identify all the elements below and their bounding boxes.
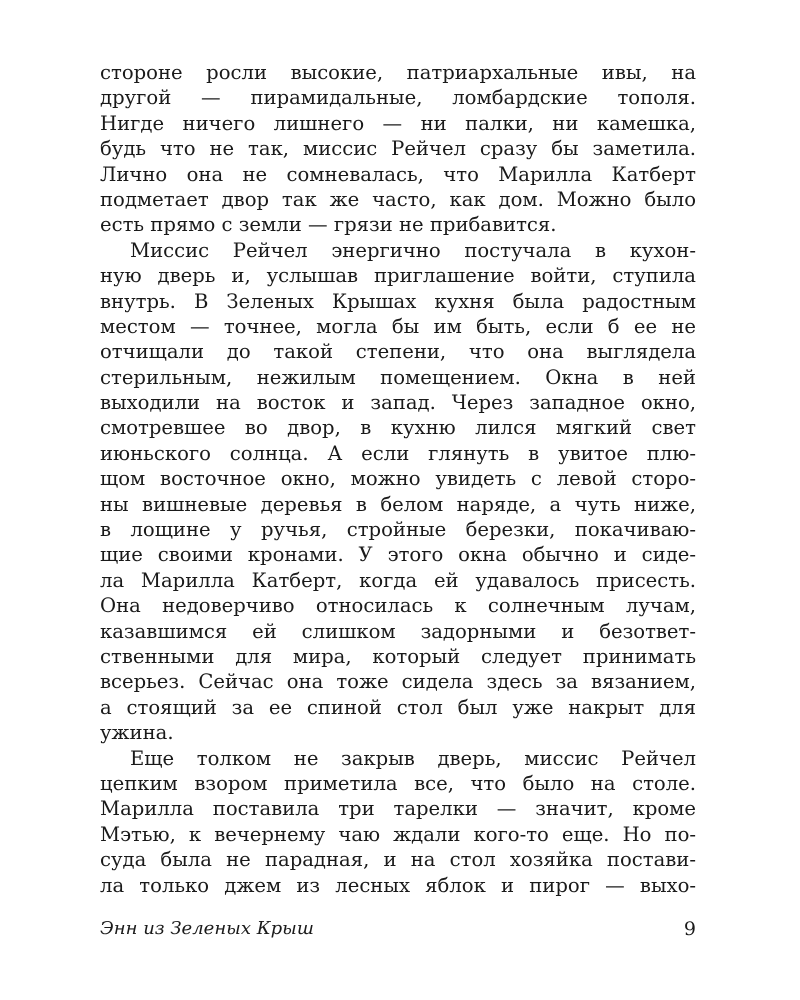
paragraph-1 bbox=[100, 60, 696, 238]
text-line: Еще толком не закрыв дверь, миссис Рейчел bbox=[130, 746, 696, 770]
text-line: щом восточное окно, можно увидеть с левой сторо- bbox=[100, 467, 696, 491]
page-footer bbox=[100, 916, 696, 942]
text-line: ла только джем из лесных яблок и пирог — выхо- bbox=[100, 873, 696, 897]
text-line: отчищали до такой степени, что она выглядела bbox=[100, 340, 696, 364]
text-line: другой — пирамидальные, ломбардские тополя. bbox=[100, 86, 696, 110]
text-line: щие своими кронами. У этого окна обычно и сиде- bbox=[100, 543, 696, 567]
text-line: ную дверь и, услышав приглашение войти, ступила bbox=[100, 264, 696, 288]
page-number: 9 bbox=[683, 918, 696, 940]
text-line: внутрь. В Зеленых Крышах кухня была радостным bbox=[100, 289, 696, 313]
text-line: казавшимся ей слишком задорными и безответ- bbox=[100, 619, 696, 643]
text-line: есть прямо с земли — грязи не прибавится. bbox=[100, 213, 557, 237]
paragraph-3 bbox=[100, 746, 696, 898]
running-title: Энн из Зеленых Крыш bbox=[100, 918, 314, 939]
text-line: выходили на восток и запад. Через западное окно, bbox=[100, 391, 696, 415]
text-line: ны вишневые деревья в белом наряде, а чуть ниже, bbox=[100, 492, 696, 516]
text-line: в лощине у ручья, стройные березки, покачиваю- bbox=[100, 518, 696, 542]
text-line: а стоящий за ее спиной стол был уже накрыт для bbox=[100, 695, 696, 719]
text-line: всерьез. Сейчас она тоже сидела здесь за вязанием, bbox=[100, 670, 696, 694]
text-line: местом — точнее, могла бы им быть, если б ее не bbox=[100, 314, 696, 338]
text-line: Нигде ничего лишнего — ни палки, ни камешка, bbox=[100, 111, 696, 135]
text-line: Она недоверчиво относилась к солнечным лучам, bbox=[100, 594, 696, 618]
text-line: ственными для мира, который следует принимать bbox=[100, 644, 696, 668]
text-line: Лично она не сомневалась, что Марилла Катберт bbox=[100, 162, 696, 186]
text-line: цепким взором приметила все, что было на столе. bbox=[100, 771, 696, 795]
text-line: июньского солнца. А если глянуть в увитое плю- bbox=[100, 441, 696, 465]
text-line: смотревшее во двор, в кухню лился мягкий свет bbox=[100, 416, 696, 440]
text-line: Миссис Рейчел энергично постучала в кухон- bbox=[130, 238, 696, 262]
text-line: подметает двор так же часто, как дом. Можно было bbox=[100, 187, 696, 211]
text-line: Марилла поставила три тарелки — значит, кроме bbox=[100, 797, 696, 821]
text-line: будь что не так, миссис Рейчел сразу бы заметила. bbox=[100, 137, 696, 161]
text-line: Мэтью, к вечернему чаю ждали кого-то еще. Но по- bbox=[100, 822, 696, 846]
text-line: суда была не парадная, и на стол хозяйка постави- bbox=[100, 848, 696, 872]
text-line: стерильным, нежилым помещением. Окна в ней bbox=[100, 365, 696, 389]
text-line: ла Марилла Катберт, когда ей удавалось присесть. bbox=[100, 568, 696, 592]
body-text bbox=[100, 60, 696, 898]
paragraph-2 bbox=[100, 238, 696, 746]
text-line: ужина. bbox=[100, 721, 174, 745]
text-line: стороне росли высокие, патриархальные ивы, на bbox=[100, 61, 696, 84]
